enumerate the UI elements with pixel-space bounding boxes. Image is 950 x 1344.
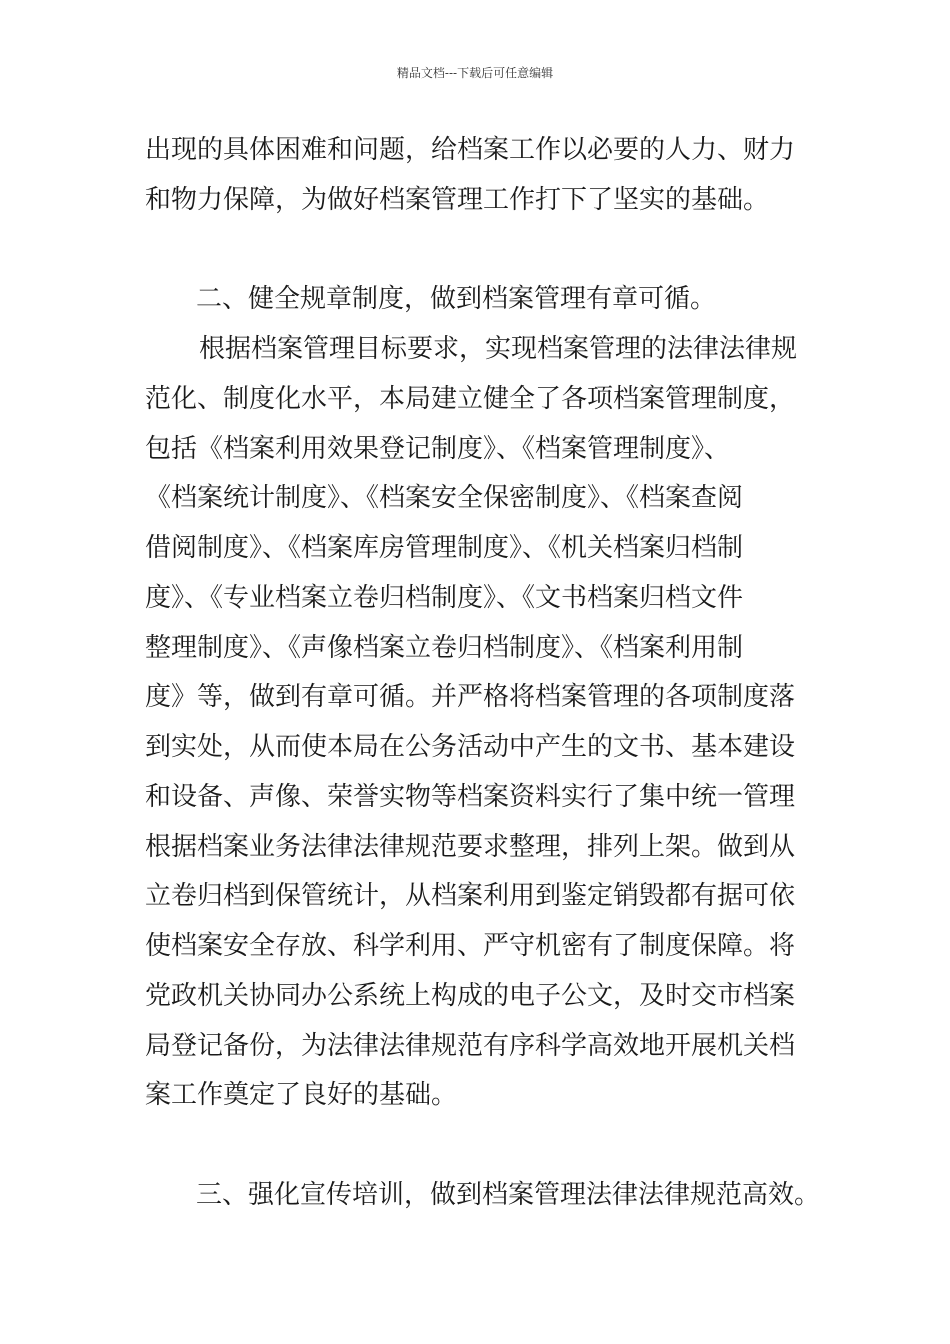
text-line: 包括《档案利用效果登记制度》、《档案管理制度》、 <box>145 434 731 464</box>
text-line: 整理制度》、《声像档案立卷归档制度》、《档案利用制 <box>145 633 744 663</box>
text-line: 根据档案业务法律法律规范要求整理，排列上架。做到从 <box>145 832 796 862</box>
text-line: 立卷归档到保管统计，从档案利用到鉴定销毁都有据可依 <box>145 881 796 911</box>
section-heading-3: 三、强化宣传培训，做到档案管理法律法律规范高效。 <box>196 1180 821 1210</box>
text-line: 局登记备份，为法律法律规范有序科学高效地开展机关档 <box>145 1031 796 1061</box>
text-line: 和设备、声像、荣誉实物等档案资料实行了集中统一管理 <box>145 782 796 812</box>
text-line: 根据档案管理目标要求，实现档案管理的法律法律规 <box>199 334 798 364</box>
text-line: 使档案安全存放、科学利用、严守机密有了制度保障。将 <box>145 931 796 961</box>
text-line: 出现的具体困难和问题，给档案工作以必要的人力、财力 <box>145 135 796 165</box>
text-line: 范化、制度化水平，本局建立健全了各项档案管理制度， <box>145 384 796 414</box>
text-line: 度》、《专业档案立卷归档制度》、《文书档案归档文件 <box>145 583 744 613</box>
text-line: 到实处，从而使本局在公务活动中产生的文书、基本建设 <box>145 732 796 762</box>
section-heading-2: 二、健全规章制度，做到档案管理有章可循。 <box>196 284 717 314</box>
text-line: 和物力保障，为做好档案管理工作打下了坚实的基础。 <box>145 185 770 215</box>
text-line: 党政机关协同办公系统上构成的电子公文，及时交市档案 <box>145 981 796 1011</box>
text-line: 借阅制度》、《档案库房管理制度》、《机关档案归档制 <box>145 533 744 563</box>
text-line: 案工作奠定了良好的基础。 <box>145 1080 458 1110</box>
text-line: 度》等，做到有章可循。并严格将档案管理的各项制度落 <box>145 682 796 712</box>
page-header: 精品文档---下载后可任意编辑 <box>396 66 554 80</box>
text-line: 《档案统计制度》、《档案安全保密制度》、《档案查阅 <box>145 483 744 513</box>
